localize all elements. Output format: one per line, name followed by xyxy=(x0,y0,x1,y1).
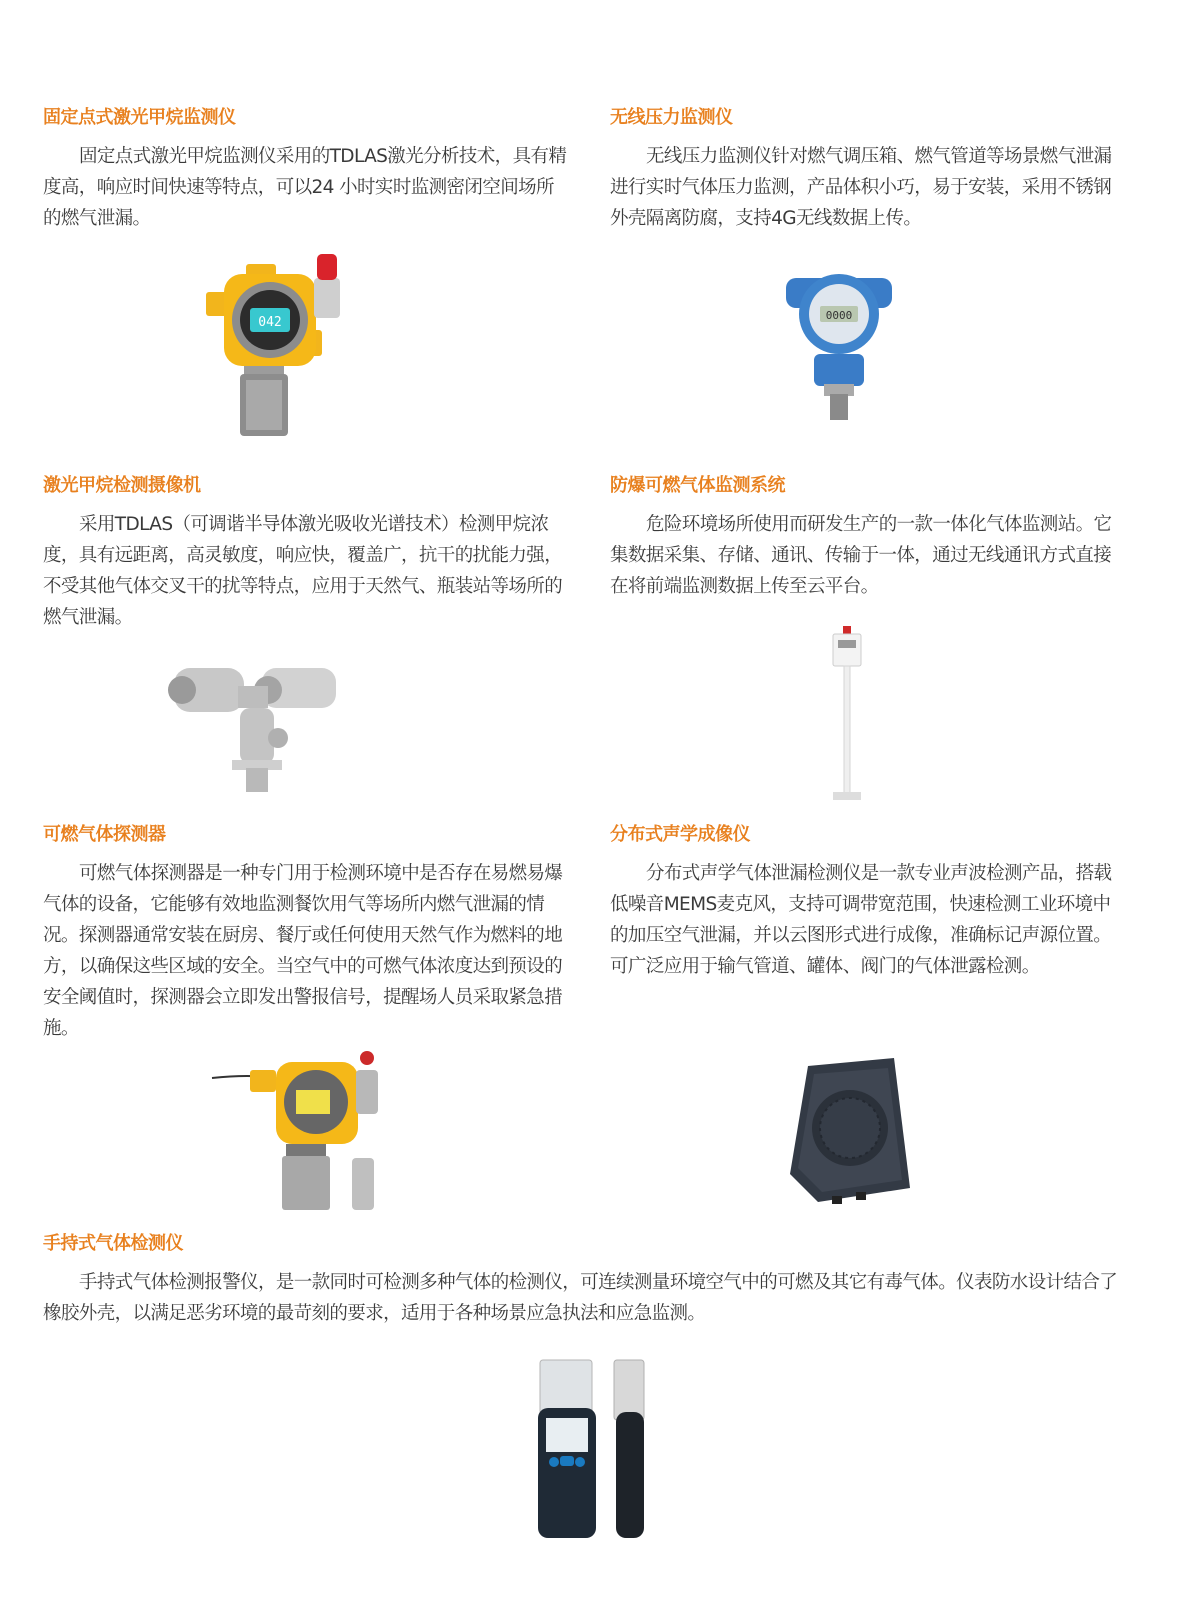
product-description: 无线压力监测仪针对燃气调压箱、燃气管道等场景燃气泄漏进行实时气体压力监测，产品体积小巧，易于安装，采用不锈钢外壳隔离防腐，支持4G无线数据上传。 xyxy=(610,146,1112,229)
product-description: 采用TDLAS（可调谐半导体激光吸收光谱技术）检测甲烷浓度，具有远距离，高灵敏度，响应快，覆盖广，抗干的扰能力强，不受其他气体交叉干的扰等特点，应用于天然气、瓶装站等场所的燃气泄漏。 xyxy=(43,514,563,628)
product-title: 无线压力监测仪 xyxy=(610,107,733,128)
product-acoustic-imager xyxy=(610,824,1125,982)
wireless-pressure-transmitter-image xyxy=(784,268,894,424)
product-title: 防爆可燃气体监测系统 xyxy=(610,475,785,496)
fixed-methane-detector-image xyxy=(198,250,358,440)
combustible-gas-detector-image xyxy=(210,1044,390,1214)
display-value: 042 xyxy=(258,315,282,330)
handheld-gas-detector-image xyxy=(536,1356,656,1540)
product-wireless-pressure xyxy=(610,107,1125,234)
product-title: 可燃气体探测器 xyxy=(43,824,166,845)
product-description: 可燃气体探测器是一种专门用于检测环境中是否存在易燃易爆气体的设备，它能够有效地监测餐饮用气等场所内燃气泄漏的情况。探测器通常安装在厨房、餐厅或任何使用天然气作为燃料的地方，以确保这些区域的安全。当空气中的可燃气体浓度达到预设的安全阈值时，探测器会立即发出警报信号，提醒场人员采取紧急措施。 xyxy=(43,863,563,1039)
display-value: 0000 xyxy=(825,309,853,322)
product-title: 手持式气体检测仪 xyxy=(43,1233,183,1254)
product-title: 激光甲烷检测摄像机 xyxy=(43,475,201,496)
product-description: 手持式气体检测报警仪，是一款同时可检测多种气体的检测仪，可连续测量环境空气中的可燃及其它有毒气体。仪表防水设计结合了橡胶外壳，以满足恶劣环境的最苛刻的要求，适用于各种场景应急执法和应急监测。 xyxy=(43,1272,1118,1324)
product-combustible-detector xyxy=(43,824,568,1044)
laser-methane-camera-image xyxy=(166,660,341,795)
product-monitoring-system xyxy=(610,475,1125,602)
product-description: 分布式声学气体泄漏检测仪是一款专业声波检测产品，搭载低噪音MEMS麦克风，支持可调带宽范围，快速检测工业环境中的加压空气泄漏，并以云图形式进行成像，准确标记声源位置。可广泛应用于输气管道、罐体、阀门的气体泄露检测。 xyxy=(610,863,1112,977)
product-title: 分布式声学成像仪 xyxy=(610,824,750,845)
acoustic-imager-image xyxy=(784,1056,914,1206)
product-handheld-detector xyxy=(43,1233,1123,1329)
product-description: 危险环境场所使用而研发生产的一款一体化气体监测站。它集数据采集、存储、通讯、传输于一体，通过无线通讯方式直接在将前端监测数据上传至云平台。 xyxy=(610,514,1112,597)
product-laser-camera xyxy=(43,475,568,633)
gas-monitoring-station-image xyxy=(827,626,867,806)
product-title: 固定点式激光甲烷监测仪 xyxy=(43,107,236,128)
product-description: 固定点式激光甲烷监测仪采用的TDLAS激光分析技术，具有精度高，响应时间快速等特点，可以24 小时实时监测密闭空间场所的燃气泄漏。 xyxy=(43,146,567,229)
product-fixed-methane xyxy=(43,107,568,234)
